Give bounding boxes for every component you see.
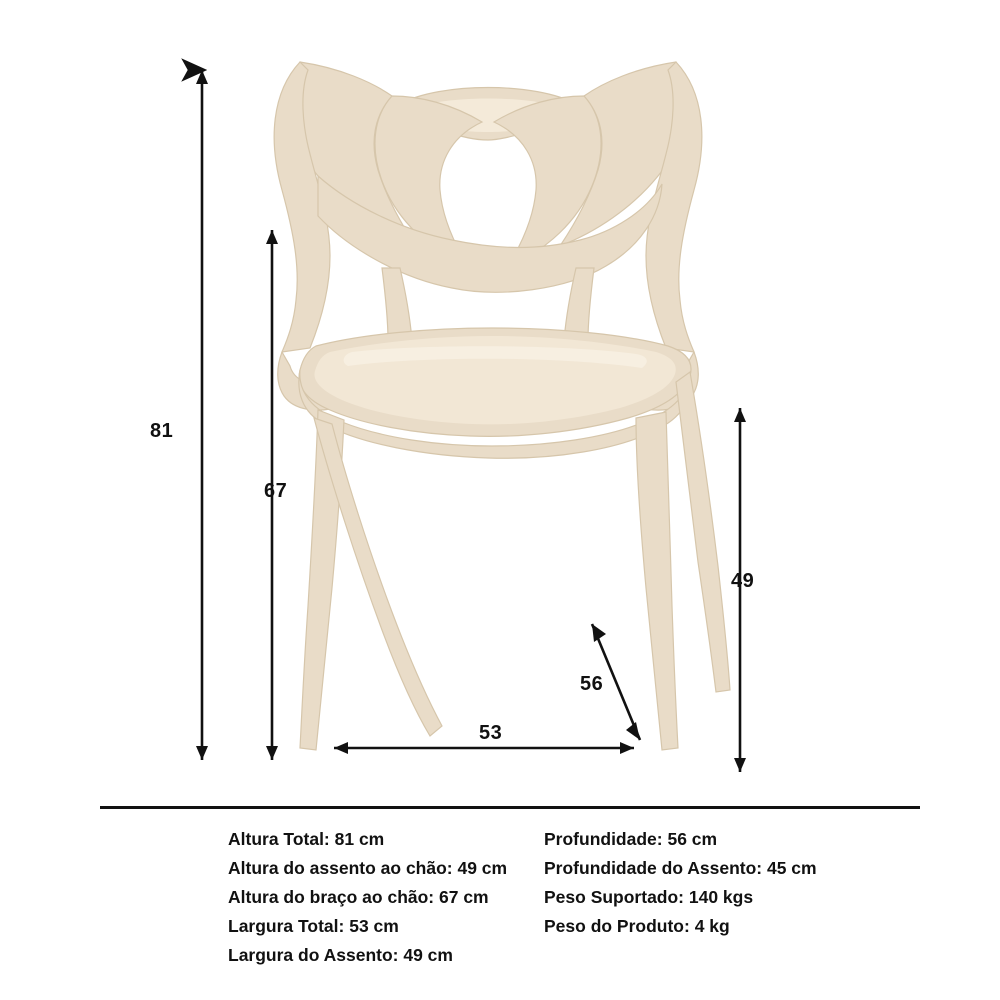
spec-item: Altura do braço ao chão: 67 cm <box>228 887 489 907</box>
dimension-label-profundidade: 56 <box>580 673 604 695</box>
spec-column-right <box>544 825 884 970</box>
spec-item: Largura do Assento: 49 cm <box>228 945 453 965</box>
spec-item: Largura Total: 53 cm <box>228 916 399 936</box>
dimension-label-largura-total: 53 <box>479 722 503 744</box>
spec-item: Peso Suportado: 140 kgs <box>544 887 754 907</box>
spec-divider <box>100 806 920 809</box>
spec-item: Profundidade: 56 cm <box>544 829 718 849</box>
dimension-label-altura-total: 81 <box>150 420 174 442</box>
spec-item: Altura Total: 81 cm <box>228 829 385 849</box>
dimension-label-altura-assento: 49 <box>731 570 755 592</box>
specifications-block <box>100 806 920 970</box>
chair-shape <box>274 62 730 750</box>
dimension-label-altura-braco: 67 <box>264 480 288 502</box>
spec-column-left <box>228 825 544 970</box>
spec-item: Altura do assento ao chão: 49 cm <box>228 858 508 878</box>
spec-item: Peso do Produto: 4 kg <box>544 916 730 936</box>
spec-item: Profundidade do Assento: 45 cm <box>544 858 817 878</box>
